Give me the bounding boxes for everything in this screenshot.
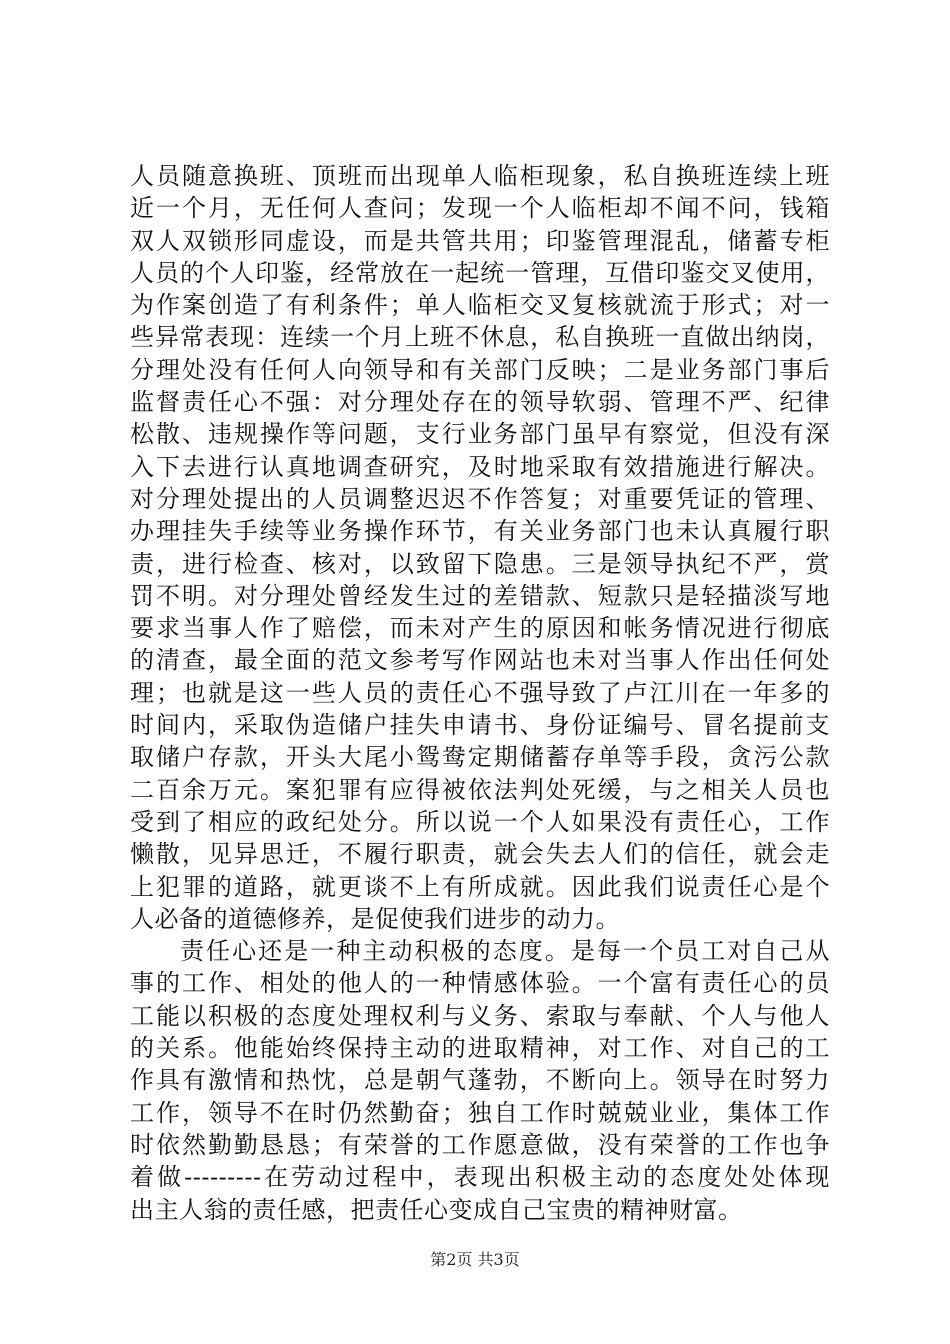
text-line: 人员随意换班、顶班而出现单人临柜现象，私自换班连续上班 <box>130 162 830 190</box>
text-line: 入下去进行认真地调查研究，及时地采取有效措施进行解决。 <box>130 452 830 481</box>
text-line: 工作，领导不在时仍然勤奋；独自工作时兢兢业业，集体工作 <box>130 1098 830 1127</box>
text-line: 取储户存款，开头大尾小鸳鸯定期储蓄存单等手段，贪污公款 <box>130 743 830 772</box>
text-line: 作具有激情和热忱，总是朝气蓬勃，不断向上。领导在时努力 <box>130 1066 830 1095</box>
text-line: 为作案创造了有利条件；单人临柜交叉复核就流于形式；对一 <box>130 291 830 320</box>
text-line: 的关系。他能始终保持主动的进取精神，对工作、对自己的工 <box>130 1034 830 1063</box>
text-line: 近一个月，无任何人查问；发现一个人临柜却不闻不问，钱箱 <box>130 194 830 223</box>
text-line: 时间内，采取伪造储户挂失申请书、身份证编号、冒名提前支 <box>130 711 830 740</box>
text-line: 上犯罪的道路，就更谈不上有所成就。因此我们说责任心是个 <box>130 872 830 901</box>
text-line: 时依然勤勤恳恳；有荣誉的工作愿意做，没有荣誉的工作也争 <box>130 1130 830 1159</box>
text-line: 些异常表现：连续一个月上班不休息，私自换班一直做出纳岗， <box>130 323 830 352</box>
text-line: 办理挂失手续等业务操作环节，有关业务部门也未认真履行职 <box>130 517 830 546</box>
text-line: 二百余万元。案犯罪有应得被依法判处死缓，与之相关人员也 <box>130 775 830 804</box>
text-line: 人必备的道德修养，是促使我们进步的动力。 <box>130 904 620 933</box>
text-line: 罚不明。对分理处曾经发生过的差错款、短款只是轻描淡写地 <box>130 581 830 610</box>
text-line: 对分理处提出的人员调整迟迟不作答复；对重要凭证的管理、 <box>130 484 830 513</box>
text-line: 人员的个人印鉴，经常放在一起统一管理，互借印鉴交叉使用， <box>130 258 830 287</box>
document-body <box>130 160 830 1226</box>
text-line: 理；也就是这一些人员的责任心不强导致了卢江川在一年多的 <box>130 678 830 707</box>
text-line: 监督责任心不强：对分理处存在的领导软弱、管理不严、纪律 <box>130 388 830 417</box>
text-line: 懒散，见异思迁，不履行职责，就会失去人们的信任，就会走 <box>130 840 830 869</box>
text-line: 着做---------在劳动过程中，表现出积极主动的态度处处体现 <box>130 1163 830 1192</box>
text-line: 分理处没有任何人向领导和有关部门反映；二是业务部门事后 <box>130 355 830 384</box>
text-line: 责任心还是一种主动积极的态度。是每一个员工对自己从 <box>180 937 830 966</box>
paragraph <box>130 160 830 935</box>
text-line: 受到了相应的政纪处分。所以说一个人如果没有责任心，工作 <box>130 807 830 836</box>
text-line: 双人双锁形同虚设，而是共管共用；印鉴管理混乱，储蓄专柜 <box>130 226 830 255</box>
text-line: 工能以积极的态度处理权利与义务、索取与奉献、个人与他人 <box>130 1001 830 1030</box>
text-line: 责，进行检查、核对，以致留下隐患。三是领导执纪不严，赏 <box>130 549 830 578</box>
text-line: 要求当事人作了赔偿，而未对产生的原因和帐务情况进行彻底 <box>130 614 830 643</box>
text-line: 事的工作、相处的他人的一种情感体验。一个富有责任心的员 <box>130 969 830 998</box>
text-line: 的清查，最全面的范文参考写作网站也未对当事人作出任何处 <box>130 646 830 675</box>
page-footer: 第2页 共3页 <box>430 1250 520 1269</box>
text-line: 出主人翁的责任感，把责任心变成自己宝贵的精神财富。 <box>130 1195 743 1224</box>
paragraph <box>130 935 830 1226</box>
text-line: 松散、违规操作等问题，支行业务部门虽早有察觉，但没有深 <box>130 420 830 449</box>
